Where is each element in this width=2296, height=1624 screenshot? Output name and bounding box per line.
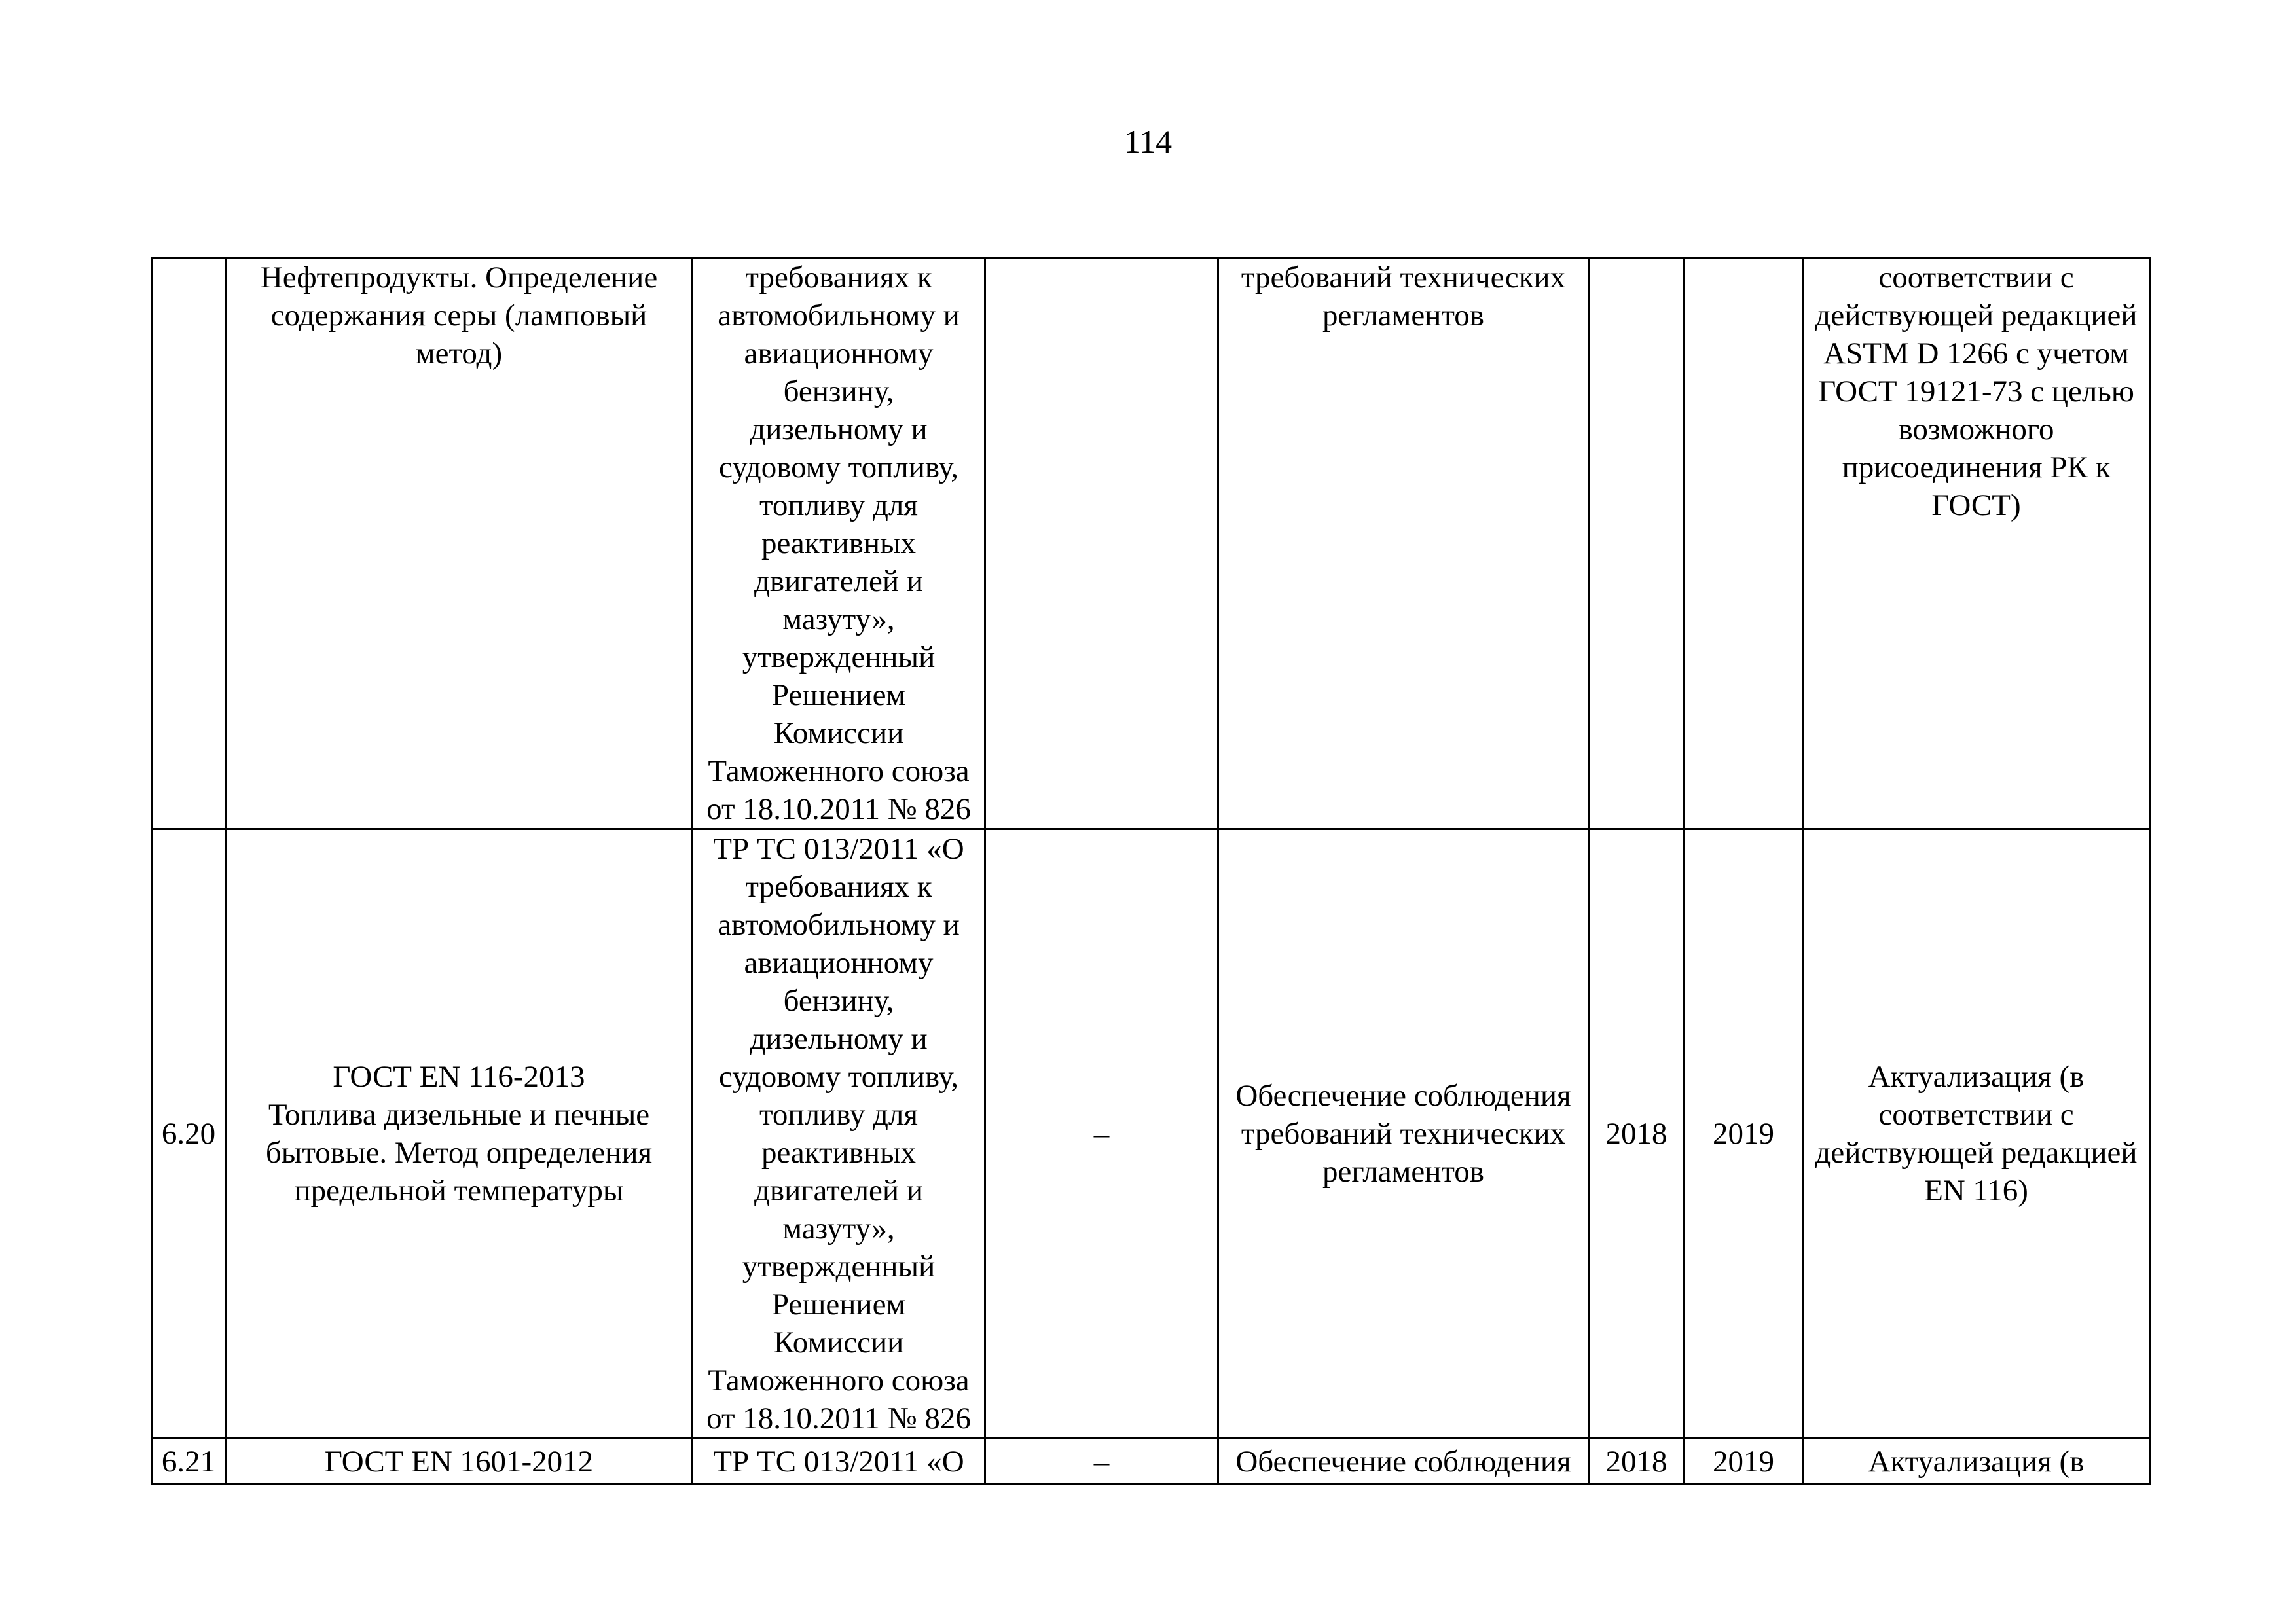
- cell-year-end: 2019: [1685, 829, 1803, 1439]
- cell-purpose: Обеспечение соблюдения требований технических регламентов: [1218, 829, 1589, 1439]
- cell-year-start: 2018: [1589, 1439, 1685, 1485]
- cell-year-end: [1685, 258, 1803, 829]
- cell-year-start: [1589, 258, 1685, 829]
- cell-num: 6.20: [152, 829, 226, 1439]
- cell-standard: ГОСТ EN 1601-2012: [226, 1439, 693, 1485]
- cell-note: Актуализация (в: [1803, 1439, 2150, 1485]
- table-row: [152, 1439, 2150, 1485]
- cell-tr-tc: ТР ТС 013/2011 «О требованиях к автомобильному и авиационному бензину, дизельному и судовому топливу, топливу для реактивных двигателей и мазуту», утвержденный Решением Комиссии Таможенного союза от 18.10.2011 № 826: [693, 829, 985, 1439]
- cell-standard: ГОСТ EN 116-2013 Топлива дизельные и печные бытовые. Метод определения предельной температуры: [226, 829, 693, 1439]
- page-number: 114: [1123, 123, 1173, 160]
- cell-tr-tc: ТР ТС 013/2011 «О: [693, 1439, 985, 1485]
- table-row: [152, 258, 2150, 829]
- standards-table: [151, 257, 2151, 1485]
- cell-purpose: требований технических регламентов: [1218, 258, 1589, 829]
- table-row: [152, 829, 2150, 1439]
- cell-year-end: 2019: [1685, 1439, 1803, 1485]
- cell-note: Актуализация (в соответствии с действующей редакцией EN 116): [1803, 829, 2150, 1439]
- cell-dash: –: [985, 829, 1218, 1439]
- cell-num: 6.21: [152, 1439, 226, 1485]
- cell-dash: –: [985, 1439, 1218, 1485]
- cell-num: [152, 258, 226, 829]
- cell-standard: Нефтепродукты. Определение содержания серы (ламповый метод): [226, 258, 693, 829]
- cell-note: соответствии с действующей редакцией ASTM D 1266 с учетом ГОСТ 19121-73 с целью возможного присоединения РК к ГОСТ): [1803, 258, 2150, 829]
- cell-purpose: Обеспечение соблюдения: [1218, 1439, 1589, 1485]
- cell-year-start: 2018: [1589, 829, 1685, 1439]
- cell-dash: [985, 258, 1218, 829]
- cell-tr-tc: требованиях к автомобильному и авиационному бензину, дизельному и судовому топливу, топливу для реактивных двигателей и мазуту», утвержденный Решением Комиссии Таможенного союза от 18.10.2011 № 826: [693, 258, 985, 829]
